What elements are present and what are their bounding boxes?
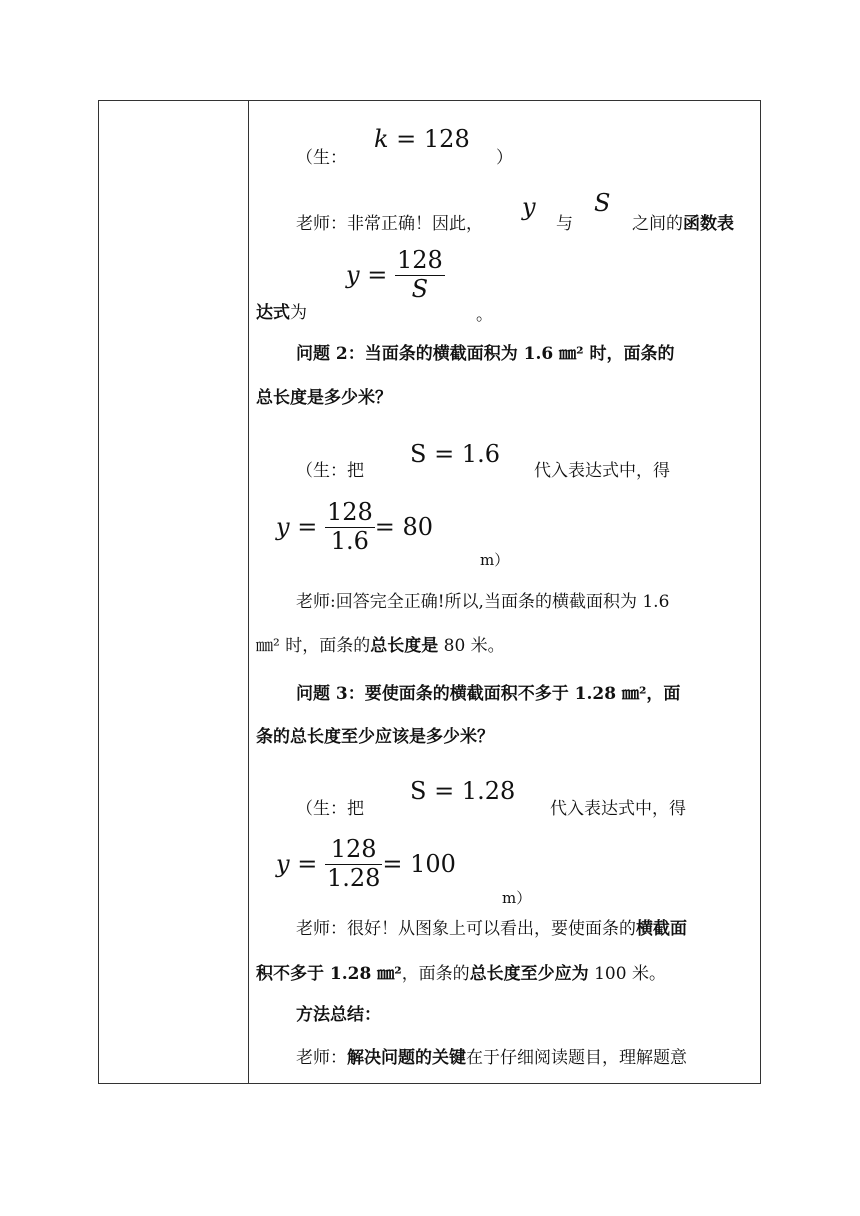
s-equals-1-6: S = 1.6: [410, 440, 500, 468]
answer-2-open: （生：把: [296, 461, 364, 481]
teacher-line: 老师：非常正确！因此，: [296, 214, 483, 234]
teacher-response-2-line-1: 老师:回答完全正确!所以,当面条的横截面积为 1.6: [296, 592, 670, 612]
content-cell: [250, 101, 760, 1083]
question-2-line-1: 问题 2：当面条的横截面积为 1.6 ㎜² 时，面条的: [296, 344, 675, 364]
and-word: 与: [556, 214, 573, 234]
k-equation: k = 128: [374, 125, 470, 153]
y-calculation-1-6: y = $\frac{128}{1.6}$ = 80: [276, 498, 434, 555]
unit-m-2: m）: [502, 889, 532, 907]
between-text: 之间的函数表: [632, 214, 734, 234]
question-3-line-1: 问题 3：要使面条的横截面积不多于 1.28 ㎜²，面: [296, 684, 681, 704]
y-calculation-1-28: y = $\frac{128}{1.28}$ = 100: [276, 835, 456, 892]
column-divider: [248, 101, 249, 1083]
lesson-table: [98, 100, 761, 1084]
question-3-line-2: 条的总长度至少应该是多少米？: [256, 727, 494, 747]
teacher-response-3-line-1: 老师：很好！从图象上可以看出，要使面条的横截面: [296, 919, 687, 939]
substitute-text-3: 代入表达式中，得: [550, 799, 686, 819]
summary-teacher-line: 老师：解决问题的关键在于仔细阅读题目，理解题意: [296, 1048, 687, 1068]
function-expression: y = $\frac{128}{S}$: [346, 246, 443, 303]
substitute-text: 代入表达式中，得: [534, 461, 670, 481]
expression-label: 达式为: [256, 303, 307, 323]
period: 。: [476, 305, 493, 325]
question-2-line-2: 总长度是多少米？: [256, 388, 392, 408]
teacher-response-2-line-2: ㎜² 时，面条的总长度是 80 米。: [256, 636, 505, 656]
s-variable: S: [594, 189, 611, 217]
teacher-response-3-line-2: 积不多于 1.28 ㎜²，面条的总长度至少应为 100 米。: [256, 964, 666, 984]
answer-3-open: （生：把: [296, 799, 364, 819]
unit-m-1: m）: [480, 551, 510, 569]
method-summary-heading: 方法总结：: [296, 1005, 381, 1025]
close-paren: ）: [496, 148, 513, 168]
student-answer-open: （生：: [296, 148, 347, 168]
s-equals-1-28: S = 1.28: [410, 777, 516, 805]
y-variable: y: [522, 193, 536, 221]
